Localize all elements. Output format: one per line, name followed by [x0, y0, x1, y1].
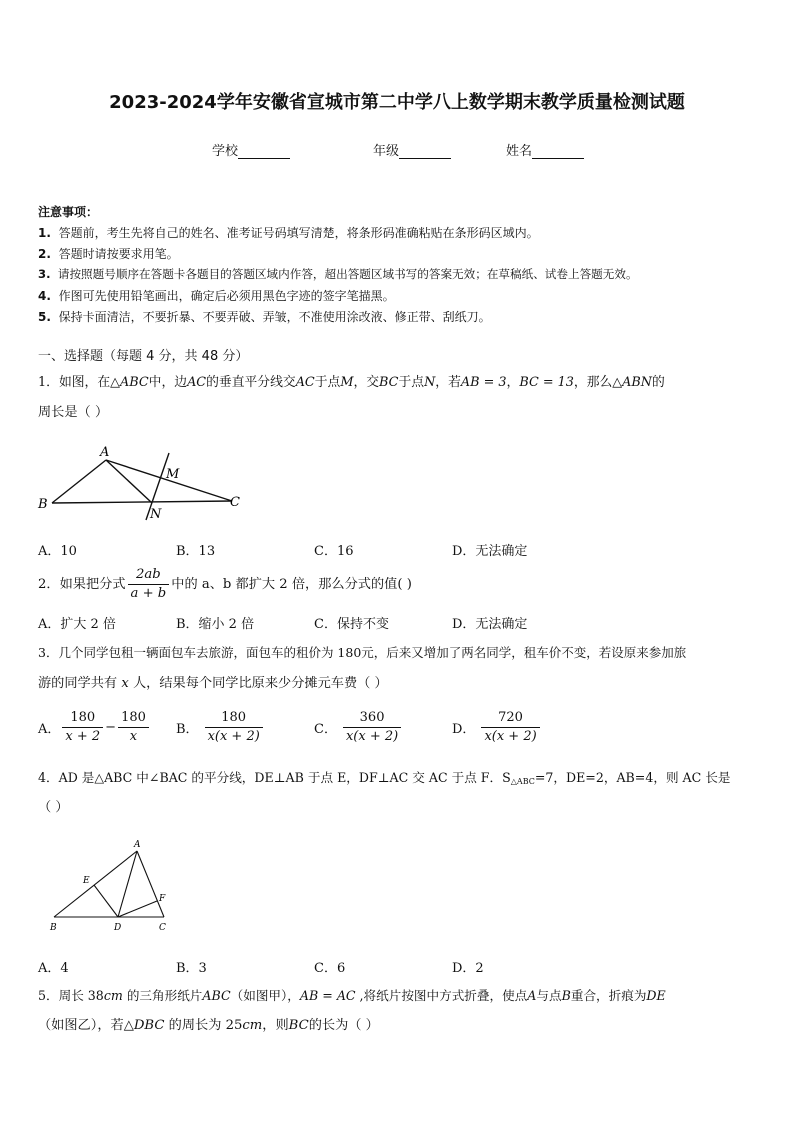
notice-item: 2. 答题时请按要求用笔。: [38, 247, 179, 261]
notice-item: 5. 保持卡面清洁，不要折暴、不要弄破、弄皱，不准使用涂改液、修正带、刮纸刀。: [38, 310, 491, 324]
q5-text-line2: （如图乙），若△DBC 的周长为 25cm，则BC的长为（ ）: [38, 1018, 379, 1033]
label-n: N: [150, 507, 162, 522]
q4-text-line2: （ ）: [38, 800, 69, 815]
side-ab: [52, 460, 106, 503]
page-title: 2023-2024学年安徽省宣城市第二中学八上数学期末教学质量检测试题: [109, 92, 685, 113]
q1-figure: [34, 440, 254, 522]
label-m: M: [166, 467, 180, 482]
q1-option-d[interactable]: D．无法确定: [452, 544, 528, 559]
name-field: [506, 140, 584, 159]
grade-blank[interactable]: [399, 145, 451, 159]
school-label: 学校: [212, 144, 239, 159]
q2-fraction: $\frac{2ab}{a + b}$: [128, 566, 170, 603]
q4-text: 4．AD 是△ABC 中∠BAC 的平分线，DE⊥AB 于点 E，DF⊥AC 交 AC 于点 F．$S_{\triangle ABC}=7$，DE=2，AB=4，则 AC 长是: [38, 770, 731, 786]
label-c: C: [230, 495, 240, 510]
q4-option-d[interactable]: D．2: [452, 961, 484, 976]
notice-item: 3. 请按照题号顺序在答题卡各题目的答题区域内作答，超出答题区域书写的答案无效；在草稿纸、试卷上答题无效。: [38, 267, 638, 281]
notice-heading: 注意事项：: [38, 205, 99, 219]
q1-text: 1．如图，在△ABC中，边AC的垂直平分线交AC于点M，交BC于点N，若AB = 3，BC = 13，那么△ABN的: [38, 375, 665, 390]
q3-option-d[interactable]: D． $\frac{720}{x(x + 2)}$: [452, 709, 542, 746]
school-blank[interactable]: [238, 145, 290, 159]
notice-item: 4. 作图可先使用铅笔画出，确定后必须用黑色字迹的签字笔描黑。: [38, 289, 395, 303]
name-label: 姓名: [506, 144, 533, 159]
q1-option-b[interactable]: B．13: [176, 544, 216, 559]
segment-ad: [118, 851, 137, 917]
label-f: F: [159, 894, 166, 904]
grade-label: 年级: [373, 144, 400, 159]
grade-field: [373, 140, 451, 159]
q2-option-a[interactable]: A．扩大 2 倍: [38, 617, 116, 632]
q1-option-a[interactable]: A．10: [38, 544, 77, 559]
q2-option-c[interactable]: C．保持不变: [314, 617, 389, 632]
q2-option-b[interactable]: B．缩小 2 倍: [176, 617, 255, 632]
q3-option-b[interactable]: B． $\frac{180}{x(x + 2)}$: [176, 709, 265, 746]
q4-figure: [44, 835, 184, 935]
label-b: B: [38, 497, 48, 512]
q2-option-d[interactable]: D．无法确定: [452, 617, 528, 632]
side-ab: [54, 851, 137, 917]
segment-an: [106, 460, 152, 503]
notice-item: 1. 答题前，考生先将自己的姓名、准考证号码填写清楚，将条形码准确粘贴在条形码区域内。: [38, 226, 539, 240]
q2-text: 2．如果把分式 $\frac{2ab}{a + b}$ 中的 a、b 都扩大 2 倍，那么分式的值( ): [38, 567, 412, 601]
q3-text: 3．几个同学包租一辆面包车去旅游，面包车的租价为 180元，后来又增加了两名同学，租车价不变，若设原来参加旅: [38, 645, 687, 660]
label-c: C: [159, 923, 166, 933]
q4-option-a[interactable]: A．4: [38, 961, 69, 976]
label-a: A: [134, 840, 141, 850]
q3-option-c[interactable]: C． $\frac{360}{x(x + 2)}$: [314, 709, 403, 746]
q3-option-a[interactable]: A． $\frac{180}{x + 2}$ − $\frac{180}{x}$: [38, 709, 151, 746]
label-a: A: [100, 445, 110, 460]
section-heading: 一、选择题（每题 4 分，共 48 分）: [38, 349, 249, 364]
q5-text: 5．周长 38cm 的三角形纸片ABC（如图甲），AB = AC ,将纸片按图中方式折叠，使点A与点B重合，折痕为DE: [38, 988, 666, 1003]
side-bc: [52, 501, 232, 503]
segment-de: [94, 885, 118, 917]
q4-option-b[interactable]: B．3: [176, 961, 207, 976]
school-field: [212, 140, 290, 159]
label-b: B: [50, 923, 57, 933]
q4-option-c[interactable]: C．6: [314, 961, 346, 976]
label-d: D: [114, 923, 122, 933]
segment-df: [118, 901, 157, 917]
q3-text-line2: 游的同学共有 x 人，结果每个同学比原来少分摊元车费（ ）: [38, 676, 388, 691]
name-blank[interactable]: [532, 145, 584, 159]
q1-text-line2: 周长是（ ）: [38, 405, 109, 420]
q1-option-c[interactable]: C．16: [314, 544, 354, 559]
label-e: E: [83, 876, 90, 886]
